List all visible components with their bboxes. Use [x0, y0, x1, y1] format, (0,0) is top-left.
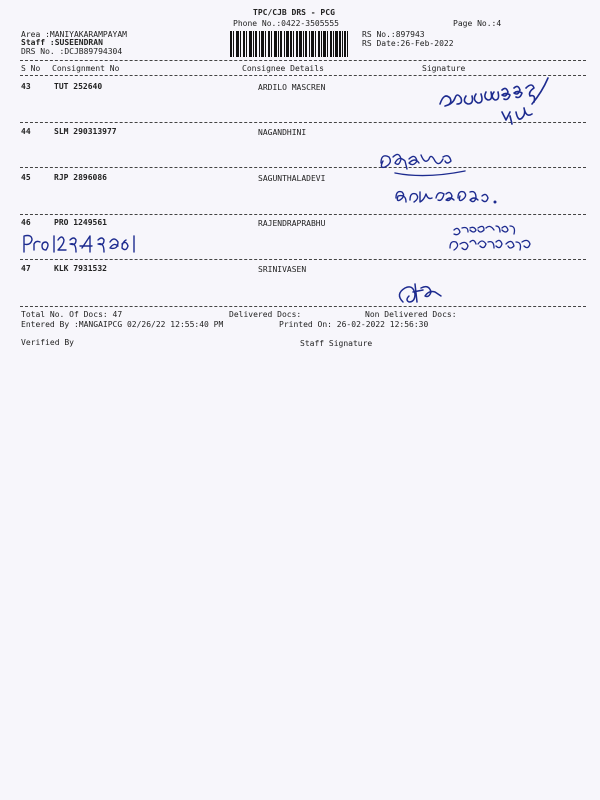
row-consignee: NAGANDHINI: [258, 128, 307, 137]
rs-date: RS Date:26-Feb-2022: [362, 39, 454, 48]
handwritten-signature-46b: [446, 222, 546, 260]
row-consignment: KLK 7931532: [54, 264, 107, 273]
row-consignee: SRINIVASEN: [258, 265, 307, 274]
row-consignee: RAJENDRAPRABHU: [258, 219, 326, 228]
non-delivered-docs: Non Delivered Docs:: [365, 310, 457, 319]
handwritten-signature-45: [392, 184, 502, 214]
row-consignee: ARDILO MASCREN: [258, 83, 326, 92]
row-consignment: SLM 290313977: [54, 127, 117, 136]
row-sno: 44: [21, 127, 31, 136]
row-consignment: TUT 252640: [54, 82, 103, 91]
row-sno: 45: [21, 173, 31, 182]
rs-number: RS No.:897943: [362, 30, 425, 39]
column-sno: S No: [21, 64, 41, 73]
header-divider-top: [20, 60, 586, 61]
verified-by: Verified By: [21, 338, 74, 347]
printed-on: Printed On: 26-02-2022 12:56:30: [279, 320, 429, 329]
row-divider: [20, 214, 586, 215]
handwritten-signature-44: [375, 145, 485, 182]
drs-number: DRS No. :DCJB89794304: [21, 47, 123, 56]
document-title: TPC/CJB DRS - PCG: [253, 8, 335, 17]
row-consignee: SAGUNTHALADEVI: [258, 174, 326, 183]
table-divider-bottom: [20, 306, 586, 307]
row-sno: 47: [21, 264, 31, 273]
column-consignment: Consignment No: [52, 64, 120, 73]
handwritten-signature-46a: [20, 232, 140, 256]
row-sno: 43: [21, 82, 31, 91]
staff-signature-label: Staff Signature: [300, 339, 373, 348]
phone-number: Phone No.:0422-3505555: [233, 19, 339, 28]
column-signature: Signature: [422, 64, 466, 73]
row-divider: [20, 167, 586, 168]
handwritten-signature-43: [430, 72, 560, 134]
staff-label: Staff :SUSEENDRAN: [21, 38, 103, 47]
handwritten-signature-47: [395, 280, 445, 310]
area-label: Area :MANIYAKARAMPAYAM: [21, 30, 127, 39]
row-sno: 46: [21, 218, 31, 227]
delivered-docs: Delivered Docs:: [229, 310, 302, 319]
column-consignee: Consignee Details: [242, 64, 324, 73]
page-number: Page No.:4: [453, 19, 502, 28]
row-consignment: RJP 2896086: [54, 173, 107, 182]
barcode: [230, 31, 348, 57]
entered-by: Entered By :MANGAIPCG 02/26/22 12:55:40 PM: [21, 320, 224, 329]
row-consignment: PRO 1249561: [54, 218, 107, 227]
total-docs: Total No. Of Docs: 47: [21, 310, 123, 319]
